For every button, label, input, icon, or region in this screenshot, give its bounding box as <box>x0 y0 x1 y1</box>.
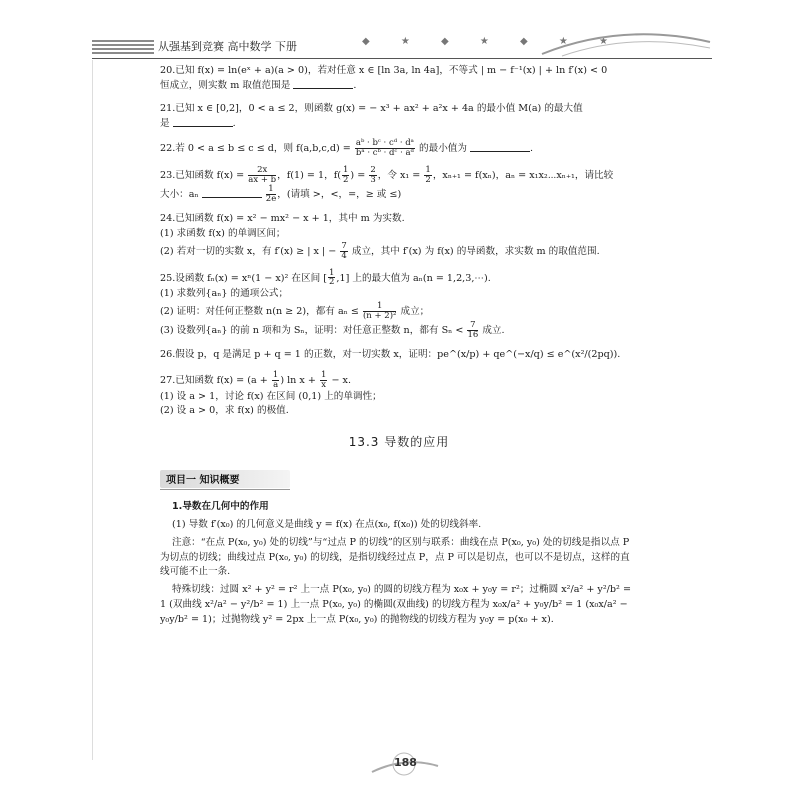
fraction-denominator: a <box>273 379 279 390</box>
fraction <box>467 321 478 340</box>
problem-21-end: . <box>232 117 236 129</box>
problem-27-sub2: (2) 设 a > 0，求 f(x) 的极值. <box>160 405 289 417</box>
fraction-denominator: 4 <box>341 250 347 261</box>
fraction-denominator: (n + 2)² <box>362 311 397 322</box>
problem-25-post: ,1] 上的最大值为 aₙ(n = 1,2,3,⋯). <box>336 272 491 284</box>
problem-22-post: 的最小值为 <box>419 143 467 155</box>
fraction-numerator: 1 <box>425 165 431 176</box>
fraction <box>342 166 349 185</box>
fraction-numerator: 1 <box>343 165 349 176</box>
banner-text: 项目一 知识概要 <box>166 474 240 486</box>
fraction <box>328 269 335 288</box>
problem-23-text: ，令 x₁ = <box>377 170 421 182</box>
fraction-denominator: 2 <box>425 175 431 186</box>
problem-26 <box>160 348 638 363</box>
problem-23-text: = <box>357 170 366 182</box>
paragraph-1: (1) 导数 f′(x₀) 的几何意义是曲线 y = f(x) 在点(x₀, f(x₀)) 处的切线斜率. <box>172 518 482 530</box>
problem-25-sub2: (2) 证明：对任何正整数 n(n ≥ 2)，都有 aₙ ≤ <box>160 306 359 318</box>
fraction-denominator: bᵃ · cᵇ · dᶜ · aᵈ <box>355 148 414 159</box>
header-title: 从强基到竞赛 高中数学 下册 <box>158 40 297 53</box>
problem-24-line1: 24.已知函数 f(x) = x² − mx² − x + 1，其中 m 为实数. <box>160 212 405 224</box>
problem-22 <box>160 139 638 158</box>
fraction <box>340 242 347 261</box>
header-swoosh-icon <box>532 28 712 58</box>
answer-blank <box>202 188 262 198</box>
problem-27 <box>160 371 638 420</box>
fraction <box>266 185 276 204</box>
problem-21-line1: 21.已知 x ∈ [0,2]，0 < a ≤ 2，则函数 g(x) = − x³ + ax² + a²x + 4a 的最小值 M(a) 的最大值 <box>160 102 583 114</box>
fraction-numerator: 2x <box>248 166 276 176</box>
problem-23-text: ，xₙ₊₁ = f(xₙ)，aₙ = x₁x₂⋯xₙ₊₁，请比较 <box>432 170 614 182</box>
page-margin-line <box>92 60 93 760</box>
problem-23-line2: 大小：aₙ <box>160 189 199 201</box>
paragraph-2: 注意：“在点 P(x₀, y₀) 处的切线”与“过点 P 的切线”的区别与联系：曲线在点 P(x₀, y₀) 处的切线是指以点 P 为切点的切线；曲线过点 P(x₀, y₀) 的切线，是指切线经过点 P，点 P 可以是切点，也可以不是切点，这样的直线可能不止一条. <box>160 536 630 578</box>
problem-27-pre: 27.已知函数 f(x) = (a + <box>160 374 268 386</box>
answer-blank <box>470 142 530 152</box>
fraction <box>272 371 279 390</box>
fraction-numerator: 7 <box>341 240 347 251</box>
fraction-numerator: 1 <box>266 185 276 195</box>
problem-21-line2: 是 <box>160 117 170 129</box>
problem-23-text: ，f(1) = 1，f <box>277 170 338 182</box>
fraction <box>363 302 396 321</box>
fraction-denominator: 2 <box>329 277 335 288</box>
problem-25-sub3-post: 成立. <box>482 325 505 336</box>
banner-underline <box>160 489 290 490</box>
fraction <box>320 371 327 390</box>
subsection-heading: 1.导数在几何中的作用 <box>172 500 269 512</box>
problem-22-end: . <box>530 143 534 155</box>
problem-23-pre: 23.已知函数 f(x) = <box>160 170 245 182</box>
fraction-denominator: 16 <box>467 330 479 340</box>
page-content <box>160 64 638 631</box>
problem-20-line2: 恒成立，则实数 m 取值范围是 <box>160 79 291 91</box>
problem-25: 25.设函数 fₙ(x) = xⁿ(1 − x)² 在区间 [ $\frac{1}{2}$ ,1] 上的最大值为 aₙ(n = 1,2,3,⋯). (1) 求数列{aₙ} 的通项公式； (2) 证明：对任何正整数 n(n ≥ 2)，都有 aₙ ≤ $\frac{1}{\text{(n + 2)²}}$ 成立； (3) 设数列{aₙ} 的前 n 项和为 Sₙ，证明：对任意正整数 n，都有 Sₙ < $\frac{7}{16}$ 成立. <box>160 269 638 340</box>
fraction-numerator: 1 <box>272 369 279 380</box>
page-footer <box>370 752 440 776</box>
page-number: 188 <box>394 756 417 769</box>
problem-23: 23.已知函数 f(x) = $\frac{2x}{ax + b}$ ，f(1) = 1，f( $\frac{1}{2}$ ) = $\frac{2}{3}$ ，令 x₁ = $\frac{1}{2}$ ，xₙ₊₁ = f(xₙ)，aₙ = x₁x₂⋯xₙ₊₁，请比较 大小：aₙ $\frac{1}{2e}$ ，(请填 >，<，=，≥ 或 ≤) <box>160 165 614 205</box>
fraction-numerator: 7 <box>467 321 478 331</box>
fraction-denominator: 2 <box>343 175 349 186</box>
answer-blank <box>293 79 353 89</box>
problem-22-fraction <box>355 139 415 158</box>
problem-25-sub1: (1) 求数列{aₙ} 的通项公式； <box>160 288 289 300</box>
problem-20 <box>160 64 638 94</box>
fraction-denominator: 3 <box>370 175 376 186</box>
section-banner <box>160 470 290 490</box>
fraction-numerator: 1 <box>363 302 396 312</box>
problem-24-sub2: (2) 若对一切的实数 x，有 f′(x) ≥ | x | − <box>160 245 337 257</box>
problem-23-line2-post: ，(请填 >，<，=，≥ 或 ≤) <box>277 189 402 201</box>
problem-21 <box>160 102 638 132</box>
problem-20-line1: 20.已知 f(x) = ln(eˣ + a)(a > 0)，若对任意 x ∈ [ln 3a, ln 4a]，不等式 | m − f⁻¹(x) | + ln f′(x) < 0 <box>160 65 608 76</box>
page-header <box>92 36 712 60</box>
fraction-numerator: aᵇ · bᶜ · cᵈ · dᵃ <box>355 138 414 149</box>
fraction-denominator: ax + b <box>248 175 277 186</box>
answer-blank <box>173 117 233 127</box>
problem-26-line1: 26.假设 p，q 是满足 p + q = 1 的正数，对一切实数 x，证明：pe^(x/p) + qe^(−x/q) ≤ e^(x²/(2pq)). <box>160 348 621 360</box>
header-rule <box>92 58 712 59</box>
problem-25-sub3: (3) 设数列{aₙ} 的前 n 项和为 Sₙ，证明：对任意正整数 n，都有 Sₙ < <box>160 325 464 336</box>
fraction <box>369 166 376 185</box>
problem-20-end: . <box>353 79 357 91</box>
problem-27-sub1: (1) 设 a > 1，讨论 f(x) 在区间 (0,1) 上的单调性； <box>160 390 382 402</box>
fraction-numerator: 2 <box>370 165 376 176</box>
paragraph-3: 特殊切线：过圆 x² + y² = r² 上一点 P(x₀, y₀) 的圆的切线方程为 x₀x + y₀y = r²；过椭圆 x²/a² + y²/b² = 1 (双曲线 x²/a² − y²/b² = 1) 上一点 P(x₀, y₀) 的椭圆(双曲线) 的切线方程为 x₀x/a² + y₀y/b² = 1 (x₀x/a² − y₀y/b² = 1)；过抛物线 y² = 2px 上一点 P(x₀, y₀) 的抛物线的切线方程为 y₀y = p(x₀ + x). <box>160 584 631 625</box>
header-decoration: ◆ ★ ◆ ★ ◆ ★ ★ <box>362 36 623 47</box>
problem-22-pre: 22.若 0 < a ≤ b ≤ c ≤ d，则 f(a,b,c,d) = <box>160 143 351 155</box>
header-stripes <box>92 40 154 54</box>
problem-24 <box>160 212 638 261</box>
fraction <box>248 166 276 185</box>
problem-27-post: − x. <box>331 374 352 386</box>
fraction-denominator: 2e <box>265 194 277 205</box>
section-title: 13.3 导数的应用 <box>348 435 450 450</box>
problem-24-sub1: (1) 求函数 f(x) 的单调区间； <box>160 227 286 239</box>
problem-25-pre: 25.设函数 fₙ(x) = xⁿ(1 − x)² 在区间 <box>160 272 321 284</box>
fraction-numerator: 1 <box>320 369 327 380</box>
fraction-numerator: 1 <box>329 267 335 278</box>
fraction <box>424 166 431 185</box>
problem-24-sub2-post: 成立，其中 f′(x) 为 f(x) 的导函数，求实数 m 的取值范围. <box>351 245 600 257</box>
problem-27-mid: ) ln x + <box>280 374 316 386</box>
fraction-denominator: x <box>321 379 327 390</box>
problem-25-sub2-post: 成立； <box>400 306 430 318</box>
